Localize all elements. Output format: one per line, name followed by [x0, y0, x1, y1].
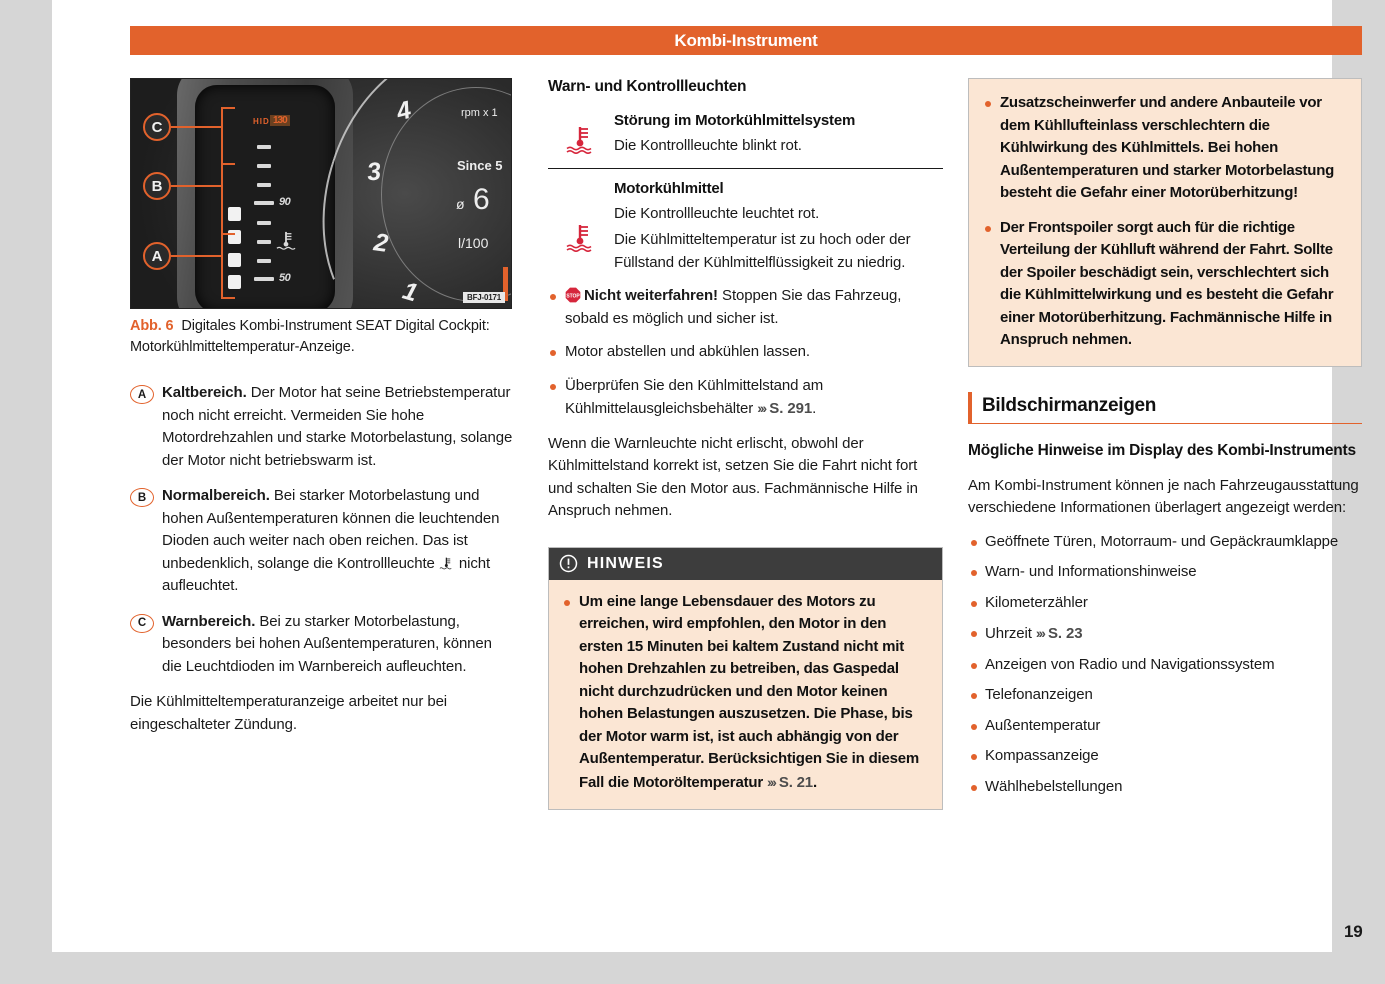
telltale-icon-wrap: [548, 178, 614, 252]
note-box: [548, 547, 943, 811]
list-item: [130, 485, 515, 598]
coolant-temp-icon: [564, 222, 598, 252]
chapter-heading: [968, 392, 1362, 424]
gauge-tick: [257, 145, 271, 149]
telltale-icon-wrap: [548, 110, 614, 154]
note-box-label: HINWEIS: [587, 554, 664, 572]
divider: [548, 168, 943, 169]
warning-bullet-2: Der Frontspoiler sorgt auch für die richtige Verteilung der Kühlluft während der Fahrt. Sollte der Spoiler beschädigt sein, verschlechtert sich die Kühlmittelwirkung und es besteht die Gefahr einer Motorüberhitzung. Fachmännische Hilfe in Anspruch nehmen.: [984, 217, 1346, 352]
left-closing-paragraph: Die Kühlmitteltemperaturanzeige arbeitet nur bei eingeschalteter Zündung.: [130, 693, 448, 733]
callout-bracket-end: [221, 297, 235, 299]
callout-bracket: [221, 165, 223, 235]
note-bullet: [563, 591, 928, 795]
figure-code: BFJ-0171: [463, 292, 505, 303]
telltale-row-malfunction: [548, 110, 943, 158]
figure-image: [130, 78, 512, 309]
note-text: Um eine lange Lebensdauer des Motors zu erreichen, wird empfohlen, den Motor in den ersten 15 Minuten bei kaltem Zustand nicht mit hohen Drehzahlen zu betreiben, das Gaspedal nicht durchzudrücken und den Motor keinen hohen Belastungen auszusetzen. Die Phase, bis der Motor warm ist, ist auch abhängig von der Außentemperatur. Berücksichtigen Sie in diesem Fall die Motoröltemperatur: [579, 592, 920, 791]
rpm-unit-label: rpm x 1: [461, 107, 498, 119]
gauge-label-50: 50: [279, 272, 291, 284]
telltale-title: Motorkühlmittel: [614, 179, 724, 197]
page-reference: [757, 400, 812, 417]
list-item-title: Warnbereich.: [162, 612, 256, 630]
gauge-label-90: 90: [279, 196, 291, 208]
figure-number: Abb. 6: [130, 318, 174, 334]
coolant-temp-icon: [564, 124, 598, 154]
callout-bracket: [221, 231, 223, 299]
since-label: Since 5: [457, 158, 503, 173]
gauge-tick: [257, 164, 271, 168]
coolant-temp-icon: [275, 231, 297, 251]
gauge-tick: [257, 183, 271, 187]
right-intro-paragraph: Am Kombi-Instrument können je nach Fahrzeugausstattung verschiedene Informationen überlagert angezeigt werden:: [968, 476, 1359, 516]
note-box-header: [549, 548, 942, 580]
gauge-tick: [257, 259, 271, 263]
figure-caption-text: Digitales Kombi-Instrument SEAT Digital Cockpit: Motorkühlmitteltemperatur-Anzeige.: [130, 318, 490, 355]
left-column: [130, 78, 515, 736]
rpm-mark-2: 2: [372, 228, 390, 258]
callout-bracket-end: [221, 107, 235, 109]
letter-badge-b: B: [130, 488, 154, 507]
list-item-body: Bei zu starker Motorbelastung, besonders bei hohen Außentemperaturen, können die Leuchtdioden im Warnbereich aufleuchten.: [162, 612, 492, 675]
list-item-body-after: nicht aufleuchtet.: [162, 554, 491, 594]
list-item: [968, 592, 1362, 615]
list-item-text: Anzeigen von Radio und Navigationssystem: [985, 655, 1275, 673]
list-item: [968, 531, 1362, 554]
chevron-right-icon: ›››: [757, 400, 766, 416]
list-item-text: [162, 611, 515, 679]
warning-bullet-1: Zusatzscheinwerfer und andere Anbauteile vor dem Kühllufteinlass verschlechtern die Kühlwirkung des Kühlmittels. Bei hohen Außentemperaturen und starker Motorbelastung besteht die Gefahr einer Motorüberhitzung!: [984, 92, 1346, 205]
list-item: [130, 611, 515, 679]
list-item-title: Normalbereich.: [162, 487, 270, 504]
hid-value: 130: [270, 115, 290, 126]
page-reference-label: S. 23: [1047, 625, 1083, 642]
telltale-body: [614, 110, 943, 158]
list-item-text: Außentemperatur: [985, 716, 1101, 734]
telltale-row-coolant: [548, 178, 943, 275]
note-box-body: [549, 580, 942, 810]
list-item-body-before: Bei starker Motorbelastung und hohen Außentemperaturen können die leuchtenden Dioden auch weiter nach oben reichen. Das ist unbedenklich, solange die Kontrollleuchte: [162, 487, 500, 572]
stop-sign-icon: [565, 287, 581, 303]
rpm-mark-3: 3: [365, 157, 383, 187]
consumption-unit: l/100: [458, 235, 489, 251]
list-item: [968, 622, 1362, 646]
svg-text:STOP: STOP: [566, 293, 580, 300]
hid-badge-label: HID: [253, 117, 270, 126]
bullet-text: Überprüfen Sie den Kühlmittelstand am Kühlmittelausgleichsbehälter: [565, 376, 824, 417]
display-info-list: [968, 531, 1362, 799]
chapter-heading-text: Bildschirmanzeigen: [982, 394, 1157, 416]
callout-leader: [171, 126, 223, 128]
bullet-bold-text: Nicht weiterfahren!: [584, 287, 718, 304]
avg-value: 6: [473, 183, 490, 216]
gauge-tick-major: [254, 277, 274, 281]
callout-bracket-end: [221, 163, 235, 165]
rpm-mark-1: 1: [399, 276, 421, 308]
page-title: Kombi-Instrument: [674, 30, 818, 50]
list-item-text: Uhrzeit: [985, 625, 1036, 642]
callout-leader: [171, 255, 223, 257]
telltale-description: Die Kontrollleuchte blinkt rot.: [614, 137, 802, 154]
middle-column: [548, 78, 943, 810]
warning-box: [968, 78, 1362, 367]
list-item-text: Kilometerzähler: [985, 593, 1088, 611]
rpm-mark-4: 4: [393, 95, 414, 127]
gauge-tick: [257, 221, 271, 225]
page-reference: [1036, 625, 1083, 642]
list-item-body: Der Motor hat seine Betriebstemperatur noch nicht erreicht. Vermeiden Sie hohe Motordrehzahlen und starke Motorbelastung, solange der Motor nicht betriebswarm ist.: [162, 384, 513, 469]
figure-callout-a: A: [143, 242, 171, 270]
list-item: [968, 715, 1362, 738]
page-reference: [767, 774, 813, 791]
telltale-description-1: Die Kontrollleuchte leuchtet rot.: [614, 204, 820, 222]
callout-leader: [171, 185, 223, 187]
page-number: 19: [1344, 922, 1363, 941]
list-item-text: [162, 382, 515, 472]
avg-symbol: ø: [456, 196, 465, 212]
chevron-right-icon: ›››: [1035, 625, 1044, 641]
figure-callout-c: C: [143, 113, 171, 141]
gauge-tick-major: [254, 201, 274, 205]
page-header-bar: [130, 26, 1362, 55]
page-reference-label: S. 21: [778, 773, 813, 791]
middle-paragraph: Wenn die Warnleuchte nicht erlischt, obwohl der Kühlmittelstand korrekt ist, setzen Sie die Fahrt nicht fort und schalten Sie den Motor aus. Fachmännische Hilfe in Anspruch nehmen.: [548, 434, 918, 519]
sub-heading: Mögliche Hinweise im Display des Kombi-Instruments: [968, 441, 1356, 459]
coolant-temp-icon: [439, 557, 455, 570]
list-item: [968, 654, 1362, 677]
list-item-text: [162, 485, 515, 598]
bullet-text: Stoppen Sie das Fahrzeug, sobald es möglich und sicher ist.: [565, 287, 902, 327]
list-item: [968, 561, 1362, 584]
figure-caption: [130, 316, 515, 358]
list-item: [968, 684, 1362, 707]
list-item-text: Kompassanzeige: [985, 747, 1099, 764]
gauge-led-segment: [228, 253, 241, 267]
telltale-description-2: Die Kühlmitteltemperatur ist zu hoch oder der Füllstand der Kühlmittelflüssigkeit zu niedrig.: [614, 231, 911, 271]
lettered-description-list: [130, 382, 515, 736]
bullet-text-after: .: [812, 400, 817, 417]
exclamation-circle-icon: [559, 554, 578, 573]
callout-bracket-end: [221, 233, 235, 235]
bullet-stop-driving: [548, 285, 943, 330]
bullet-check-coolant: [548, 375, 943, 421]
letter-badge-a: A: [130, 385, 154, 404]
gauge-led-segment: [228, 275, 241, 289]
list-item-text: Warn- und Informationshinweise: [985, 563, 1197, 580]
bullet-turn-off-engine: Motor abstellen und abkühlen lassen.: [548, 341, 943, 364]
list-item-text: Geöffnete Türen, Motorraum- und Gepäckraumklappe: [985, 532, 1339, 550]
right-column: [968, 78, 1362, 806]
list-item-text: Wählhebelstellungen: [985, 777, 1123, 795]
gauge-led-segment: [228, 207, 241, 221]
list-item-text: Telefonanzeigen: [985, 686, 1093, 703]
chevron-right-icon: ›››: [766, 773, 775, 790]
page-reference-label: S. 291: [769, 400, 813, 417]
list-item-title: Kaltbereich.: [162, 384, 247, 401]
note-text-after: .: [812, 773, 817, 791]
section-heading-warnlights: Warn- und Kontrollleuchten: [548, 78, 747, 95]
list-item: [968, 776, 1362, 799]
telltale-title: Störung im Motorkühlmittelsystem: [614, 112, 856, 129]
letter-badge-c: C: [130, 614, 154, 633]
list-item: [130, 382, 515, 472]
gauge-tick: [257, 240, 271, 244]
telltale-body: [614, 178, 943, 275]
list-item: [968, 745, 1362, 768]
figure-callout-b: B: [143, 172, 171, 200]
callout-bracket: [221, 107, 223, 165]
